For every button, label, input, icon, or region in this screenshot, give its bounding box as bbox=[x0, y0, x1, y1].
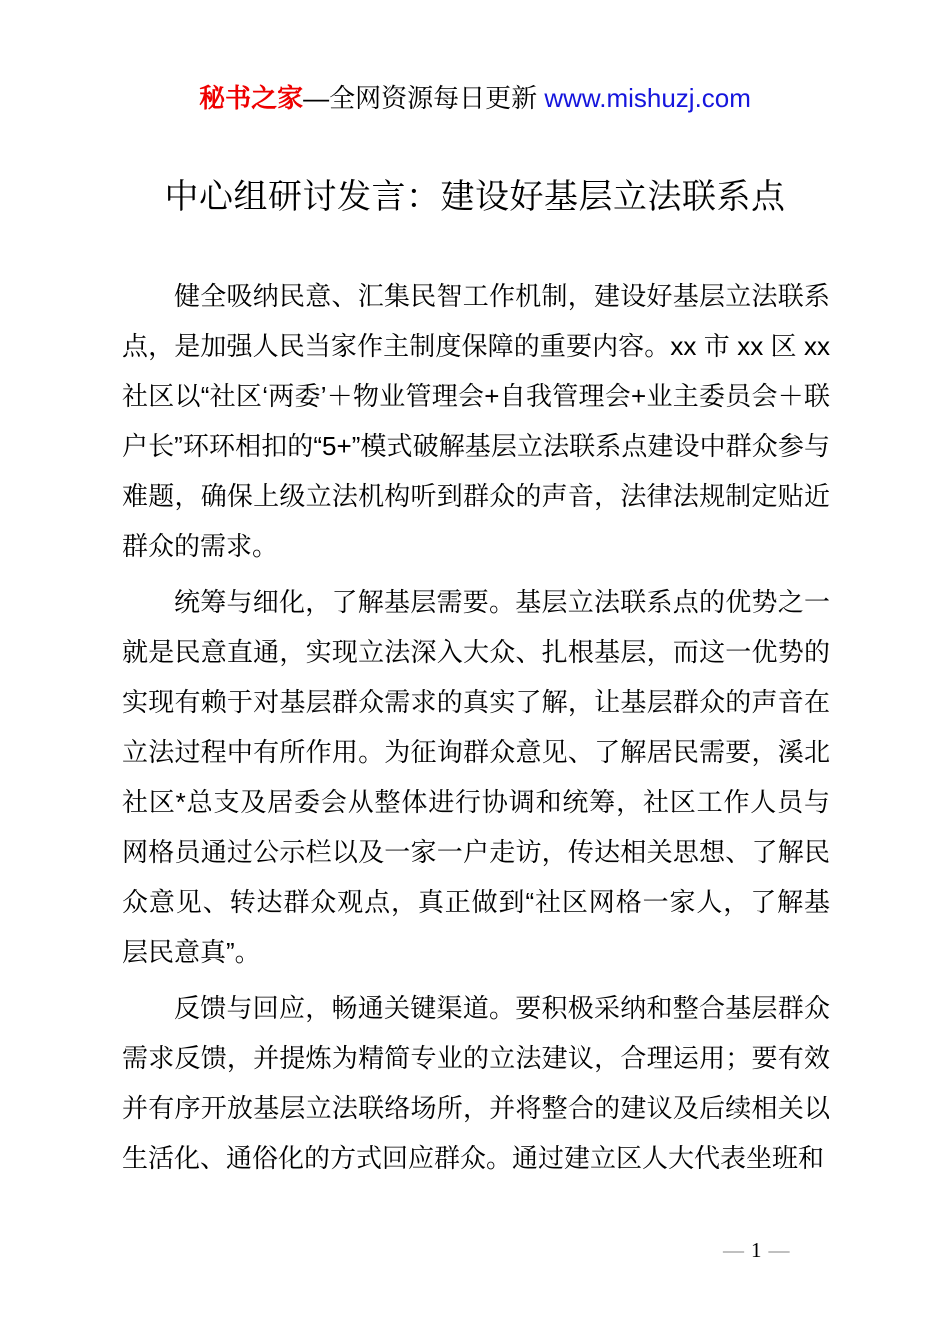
site-url-link[interactable]: www.mishuzj.com bbox=[544, 83, 751, 113]
body-paragraph: 统筹与细化，了解基层需要。基层立法联系点的优势之一就是民意直通，实现立法深入大众、扎根基层，而这一优势的实现有赖于对基层群众需求的真实了解，让基层群众的声音在立法过程中有所作用。为征询群众意见、了解居民需要，溪北社区*总支及居委会从整体进行协调和统筹，社区工作人员与网格员通过公示栏以及一家一户走访，传达相关思想、了解民众意见、转达群众观点，真正做到“社区网格一家人，了解基层民意真”。 bbox=[122, 587, 830, 967]
document-body bbox=[122, 271, 830, 1183]
document-title: 中心组研讨发言：建设好基层立法联系点 bbox=[164, 178, 786, 216]
page-number bbox=[716, 1238, 797, 1262]
page-number-dash-right: — bbox=[768, 1238, 790, 1262]
site-tagline: —全网资源每日更新 bbox=[303, 83, 545, 113]
site-header bbox=[0, 0, 950, 114]
body-paragraph: 反馈与回应，畅通关键渠道。要积极采纳和整合基层群众需求反馈，并提炼为精简专业的立法建议，合理运用；要有效并有序开放基层立法联络场所，并将整合的建议及后续相关以生活化、通俗化的方式回应群众。通过建立区人大代表坐班和 bbox=[122, 993, 830, 1173]
site-brand: 秘书之家 bbox=[199, 83, 304, 113]
body-paragraph: 健全吸纳民意、汇集民智工作机制，建设好基层立法联系点，是加强人民当家作主制度保障的重要内容。xx 市 xx 区 xx 社区以“社区‘两委’＋物业管理会+自我管理会+业主委员会＋联户长”环环相扣的“5+”模式破解基层立法联系点建设中群众参与难题，确保上级立法机构听到群众的声音，法律法规制定贴近群众的需求。 bbox=[122, 281, 830, 561]
page-number-dash-left: — bbox=[723, 1238, 744, 1262]
page-number-value: 1 bbox=[751, 1238, 762, 1262]
